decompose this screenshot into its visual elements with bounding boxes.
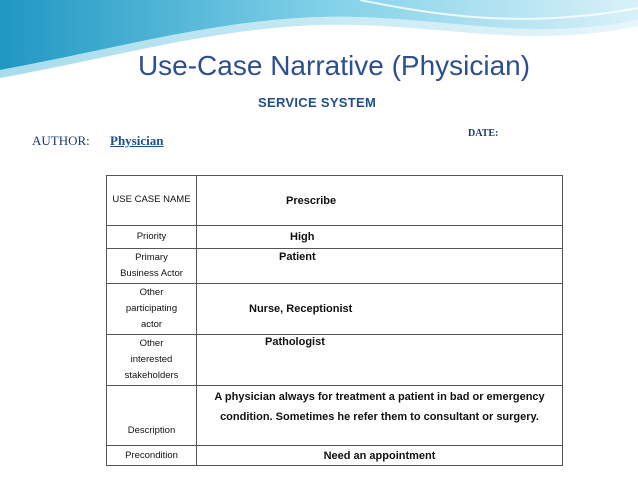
stakeholders-label-line: stakeholders xyxy=(124,370,179,381)
stakeholders-value: Pathologist xyxy=(265,336,325,348)
use-case-table xyxy=(106,175,563,466)
use-case-name-value-cell xyxy=(197,176,563,226)
author-link[interactable]: Physician xyxy=(110,133,164,148)
description-value-cell xyxy=(197,386,563,446)
description-line: A physician always for treatment a patient in bad or emergency xyxy=(214,391,545,403)
use-case-name-label-cell xyxy=(107,176,197,226)
description-label: Description xyxy=(127,425,176,436)
author-label: AUTHOR: xyxy=(32,133,90,148)
other-actor-value: Nurse, Receptionist xyxy=(249,303,353,315)
use-case-name-label: USE CASE NAME xyxy=(112,194,191,205)
use-case-name-value: Prescribe xyxy=(286,194,337,207)
date-label: DATE: xyxy=(468,128,499,139)
precondition-value: Need an appointment xyxy=(323,449,436,462)
subtitle: SERVICE SYSTEM xyxy=(258,95,377,110)
table-row xyxy=(107,386,563,446)
table-row xyxy=(107,335,563,386)
precondition-label: Precondition xyxy=(125,449,178,461)
description-label-cell xyxy=(107,386,197,446)
page-title: Use-Case Narrative (Physician) xyxy=(137,50,531,81)
table-row xyxy=(107,446,563,466)
other-actor-value-cell xyxy=(197,284,563,335)
priority-label: Priority xyxy=(136,231,167,242)
primary-actor-label-line: Primary xyxy=(135,252,168,263)
stakeholders-value-cell xyxy=(197,335,563,386)
table-row xyxy=(107,284,563,335)
precondition-value-cell xyxy=(197,446,563,466)
priority-value: High xyxy=(290,231,315,243)
primary-actor-label-line: Business Actor xyxy=(120,268,183,279)
table-row xyxy=(107,226,563,249)
stakeholders-label-line: interested xyxy=(130,354,173,365)
stakeholders-label-cell xyxy=(107,335,197,386)
primary-actor-value: Patient xyxy=(279,251,316,263)
table-row xyxy=(107,176,563,226)
primary-actor-label-cell xyxy=(107,249,197,284)
other-actor-label-cell xyxy=(107,284,197,335)
primary-actor-value-cell xyxy=(197,249,563,284)
other-actor-label-line: actor xyxy=(140,319,163,330)
other-actor-label-line: Other xyxy=(139,287,164,298)
precondition-label-cell xyxy=(107,446,197,466)
table-row xyxy=(107,249,563,284)
other-actor-label-line: participating xyxy=(125,303,178,314)
priority-label-cell xyxy=(107,226,197,249)
stakeholders-label-line: Other xyxy=(139,338,164,349)
description-line: condition. Sometimes he refer them to consultant or surgery. xyxy=(220,411,539,423)
priority-value-cell xyxy=(197,226,563,249)
